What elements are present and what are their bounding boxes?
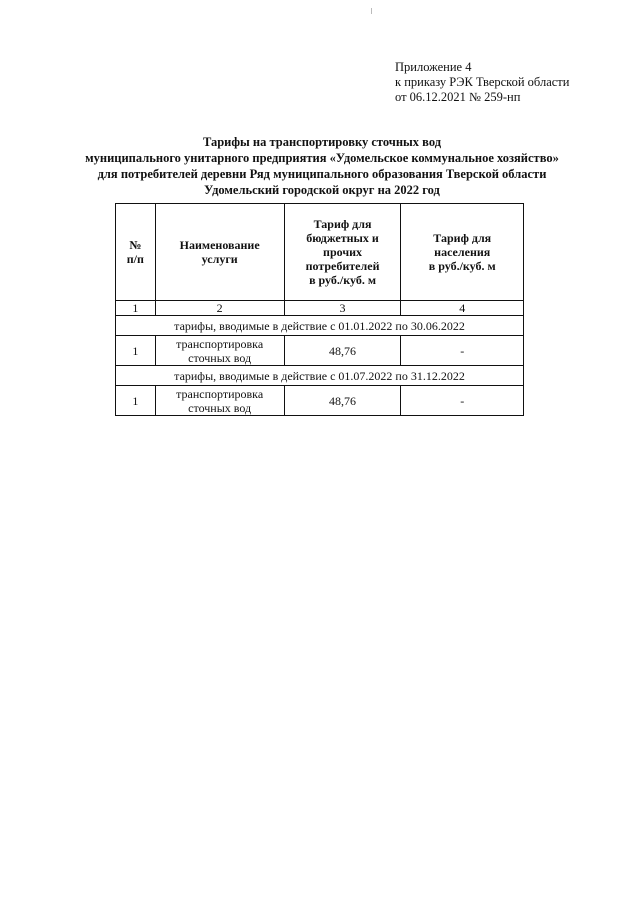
column-number-row	[116, 301, 524, 316]
column-number: 4	[401, 301, 524, 316]
period-row	[116, 316, 524, 336]
document-title	[80, 134, 564, 198]
table-row	[116, 336, 524, 366]
row-budget-tariff: 48,76	[284, 336, 401, 366]
tariff-table	[115, 203, 524, 416]
column-number: 2	[155, 301, 284, 316]
header-service: Наименование услуги	[155, 204, 284, 301]
row-number: 1	[116, 386, 156, 416]
row-budget-tariff: 48,76	[284, 386, 401, 416]
column-number: 3	[284, 301, 401, 316]
row-population-tariff: -	[401, 386, 524, 416]
header-budget-tariff: Тариф для бюджетных и прочих потребителей в руб./куб. м	[284, 204, 401, 301]
header-population-tariff: Тариф для населения в руб./куб. м	[401, 204, 524, 301]
appendix-note	[395, 60, 630, 105]
table-header-row	[116, 204, 524, 301]
title-line-3: для потребителей деревни Ряд муниципального образования Тверской области	[97, 167, 547, 181]
row-population-tariff: -	[401, 336, 524, 366]
table-row	[116, 386, 524, 416]
title-line-1: Тарифы на транспортировку сточных вод	[202, 135, 442, 149]
column-number: 1	[116, 301, 156, 316]
period-label: тарифы, вводимые в действие с 01.07.2022 по 31.12.2022	[116, 366, 524, 386]
row-service: транспортировка сточных вод	[155, 336, 284, 366]
appendix-number: Приложение 4	[395, 60, 472, 74]
title-line-2: муниципального унитарного предприятия «Удомельское коммунальное хозяйство»	[85, 151, 559, 165]
period-row	[116, 366, 524, 386]
row-number: 1	[116, 336, 156, 366]
appendix-order: к приказу РЭК Тверской области	[395, 75, 570, 89]
row-service: транспортировка сточных вод	[155, 386, 284, 416]
appendix-date: от 06.12.2021 № 259-нп	[395, 90, 521, 104]
title-line-4: Удомельский городской округ на 2022 год	[204, 183, 440, 197]
period-label: тарифы, вводимые в действие с 01.01.2022 по 30.06.2022	[116, 316, 524, 336]
header-number: № п/п	[116, 204, 156, 301]
scan-mark	[371, 8, 372, 14]
